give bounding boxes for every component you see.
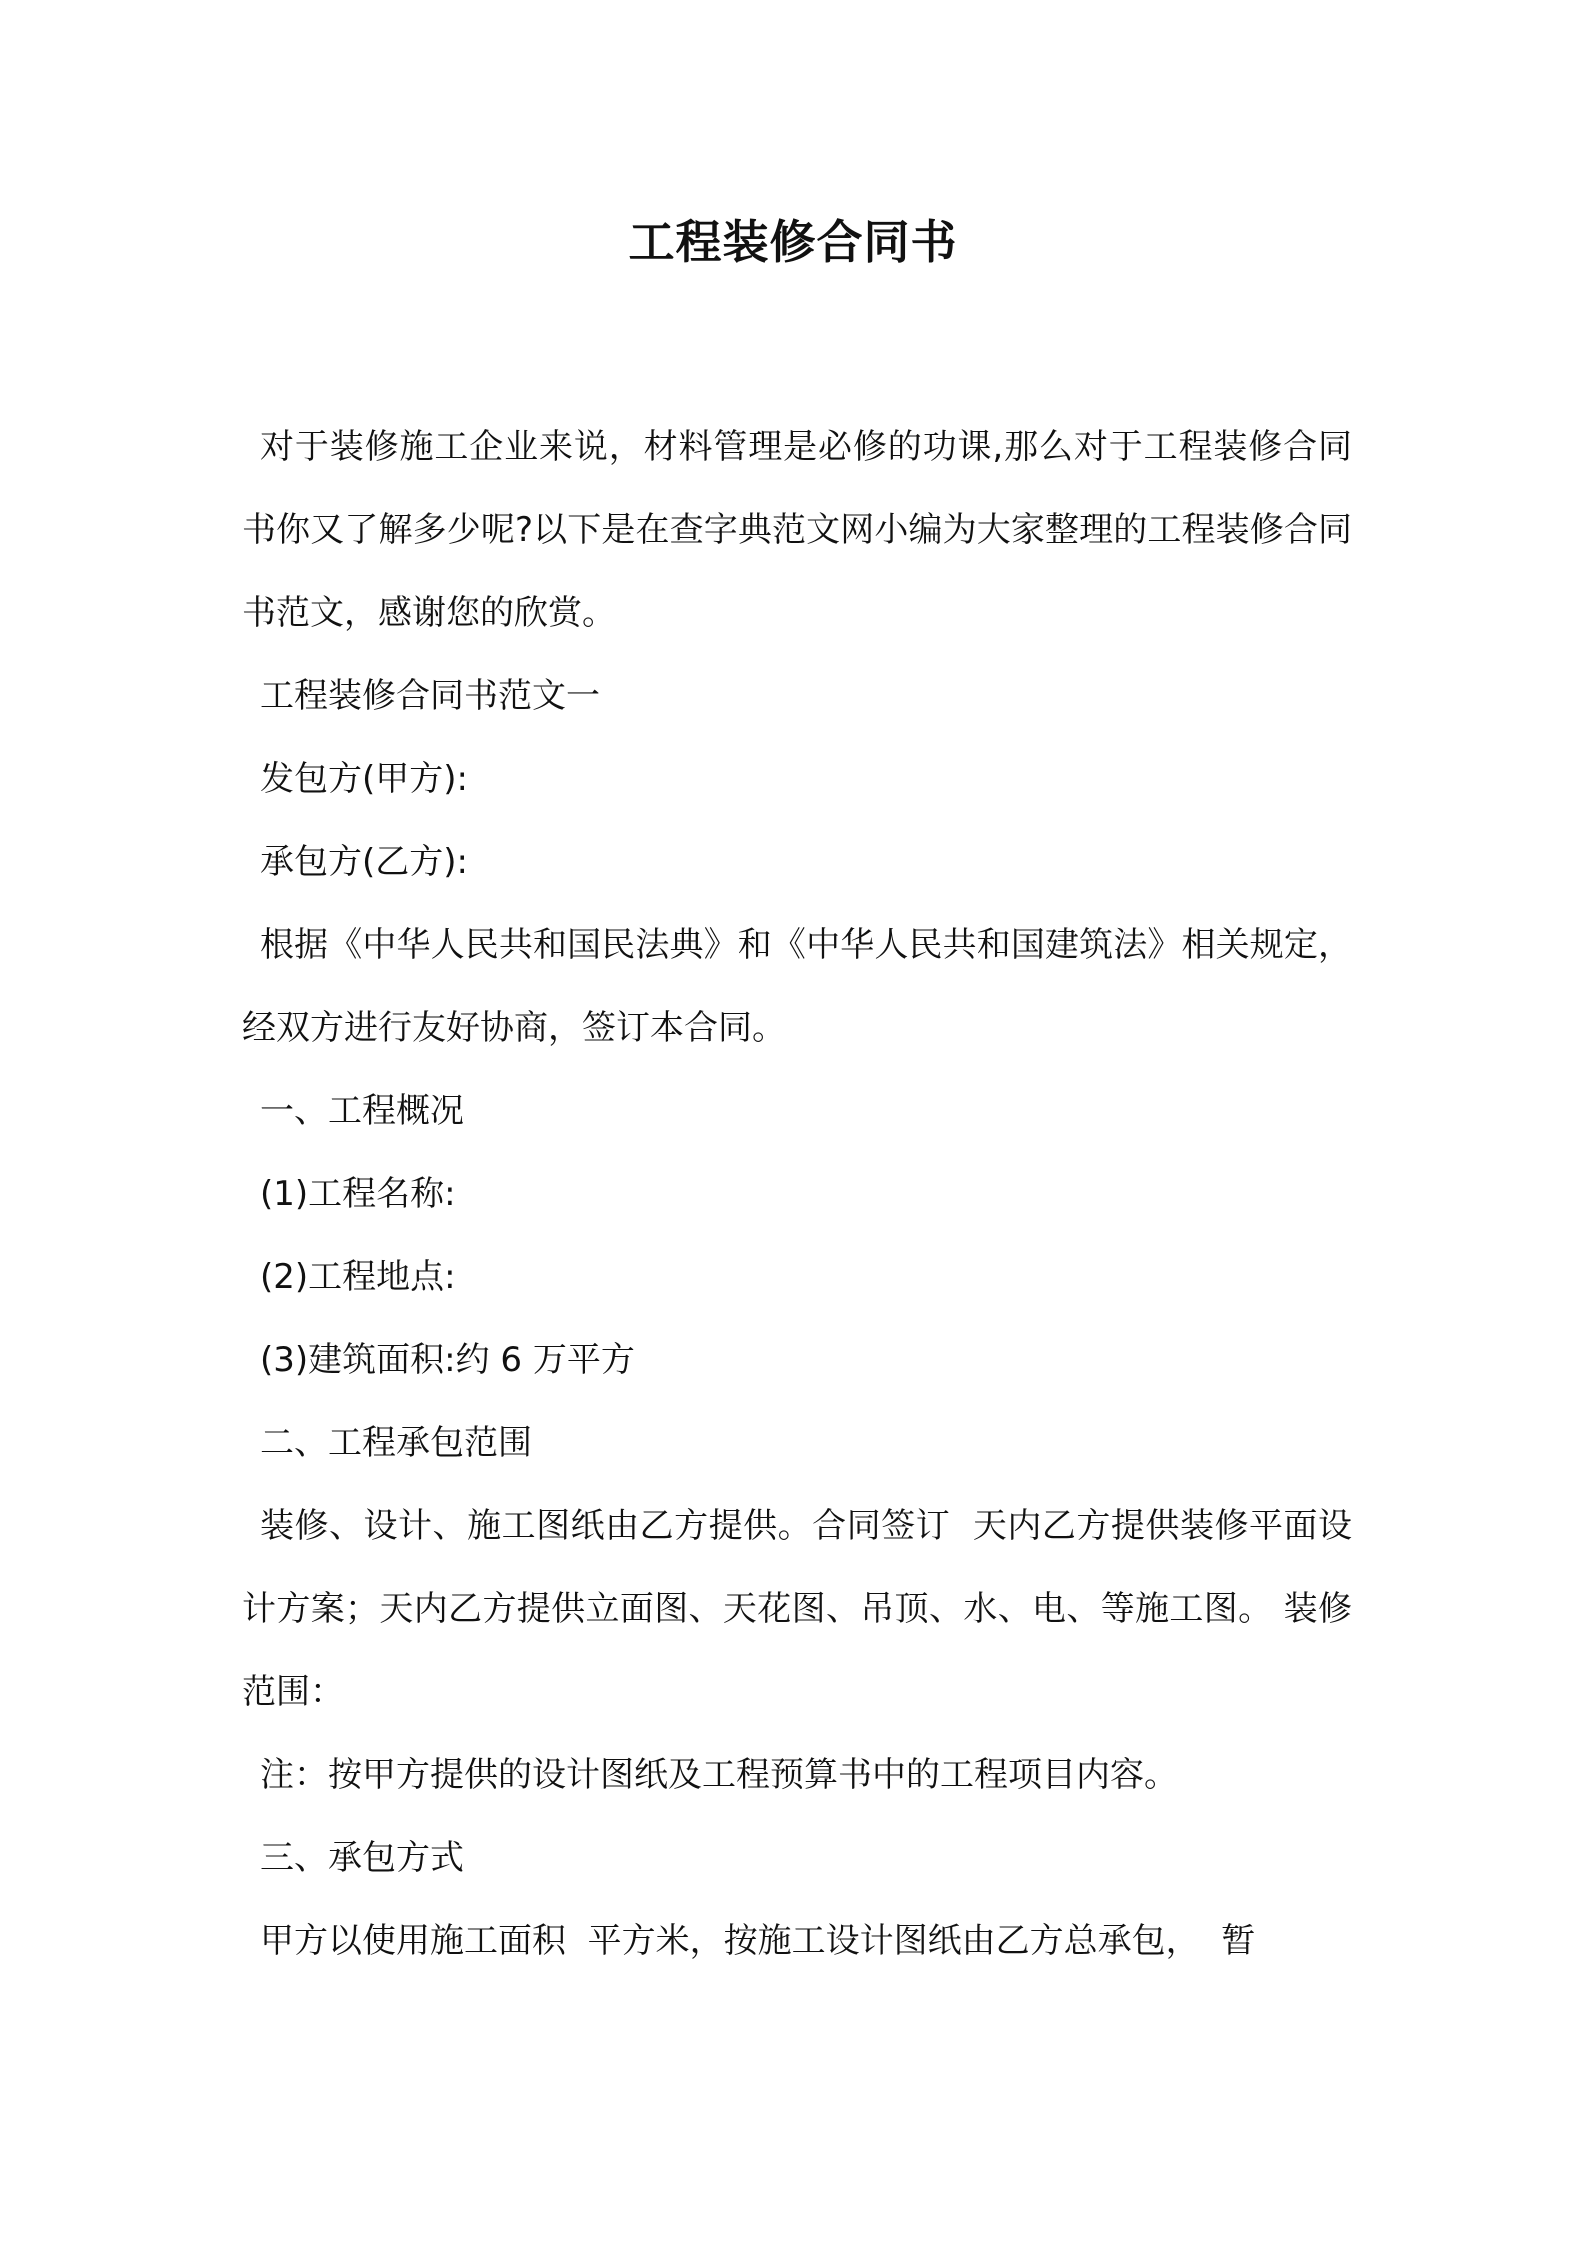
section-heading-scope: 二、工程承包范围 <box>260 1423 532 1463</box>
section-heading-overview: 一、工程概况 <box>260 1091 464 1131</box>
project-name-line: (1)工程名称: <box>260 1174 456 1214</box>
document-title: 工程装修合同书 <box>628 215 958 269</box>
note-line: 注：按甲方提供的设计图纸及工程预算书中的工程项目内容。 <box>260 1755 1178 1795</box>
project-location-line: (2)工程地点: <box>260 1257 456 1297</box>
party-b-line: 承包方(乙方): <box>260 842 468 882</box>
intro-paragraph: 对于装修施工企业来说，材料管理是必修的功课,那么对于工程装修合同书你又了解多少呢?以下是在查字典范文网小编为大家整理的工程装修合同书范文，感谢您的欣赏。 <box>242 427 1352 633</box>
building-area-line: (3)建筑面积:约 6 万平方 <box>260 1340 635 1380</box>
section-heading-contract-method: 三、承包方式 <box>260 1838 464 1878</box>
contract-method-paragraph: 甲方以使用施工面积 平方米，按施工设计图纸由乙方总承包， 暂 <box>260 1921 1256 1961</box>
legal-basis-paragraph: 根据《中华人民共和国民法典》和《中华人民共和国建筑法》相关规定，经双方进行友好协商，签订本合同。 <box>242 925 1352 1048</box>
sample-heading: 工程装修合同书范文一 <box>260 676 600 716</box>
document-body <box>242 406 1352 1983</box>
party-a-line: 发包方(甲方): <box>260 759 468 799</box>
scope-paragraph: 装修、设计、施工图纸由乙方提供。合同签订 天内乙方提供装修平面设计方案；天内乙方提供立面图、天花图、吊顶、水、电、等施工图。 装修范围： <box>242 1506 1352 1712</box>
